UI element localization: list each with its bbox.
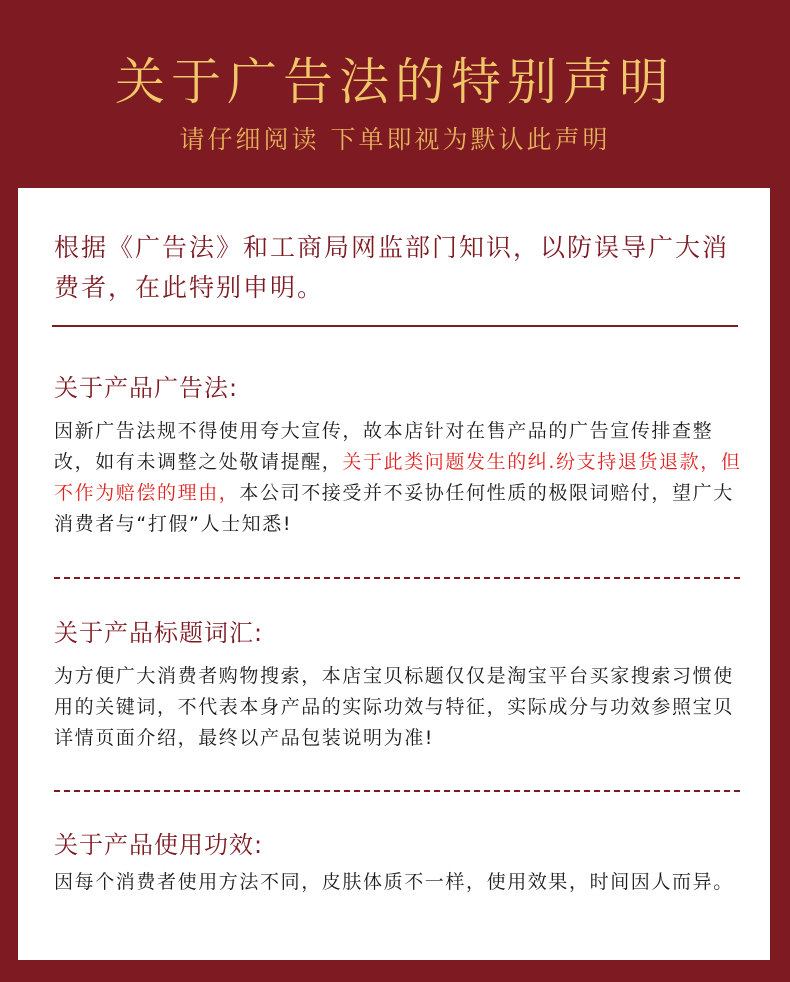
section-body-product-title: 为方便广大消费者购物搜索，本店宝贝标题仅仅是淘宝平台买家搜索习惯使用的关键词，不代表本身产品的实际功效与特征，实际成分与功效参照宝贝详情页面介绍，最终以产品包装说明为准! [54,665,734,749]
dashed-divider [54,577,740,579]
divider-line [52,325,738,327]
section-title-ad-law: 关于产品广告法: [54,374,239,402]
statement-card [18,188,770,960]
header [0,0,790,188]
highlight-text: 关于此类问题发生的纠.纷支持退货退款，但不作为赔偿的理由， [54,451,742,504]
page-subtitle: 请仔细阅读 下单即视为默认此声明 [179,125,611,154]
dashed-divider [54,790,740,792]
body-text: 本公司不接受并不妥协任何性质的极限词赔付，望广大消费者与“打假”人士知悉! [54,482,734,535]
body-text: 因新广告法规不得使用夸大宣传，故本店针对在售产品的广告宣传排查整改，如有未调整之处敬请提醒， [54,420,714,473]
section-body-ad-law [54,416,744,540]
intro-text: 根据《广告法》和工商局网监部门知识，以防误导广大消费者，在此特别申明。 [54,233,730,302]
section-title-product-title: 关于产品标题词汇: [54,619,264,647]
section-body-efficacy: 因每个消费者使用方法不同，皮肤体质不一样，使用效果，时间因人而异。 [54,871,734,893]
page-title: 关于广告法的特别声明 [115,53,675,111]
section-title-efficacy: 关于产品使用功效: [54,831,264,859]
